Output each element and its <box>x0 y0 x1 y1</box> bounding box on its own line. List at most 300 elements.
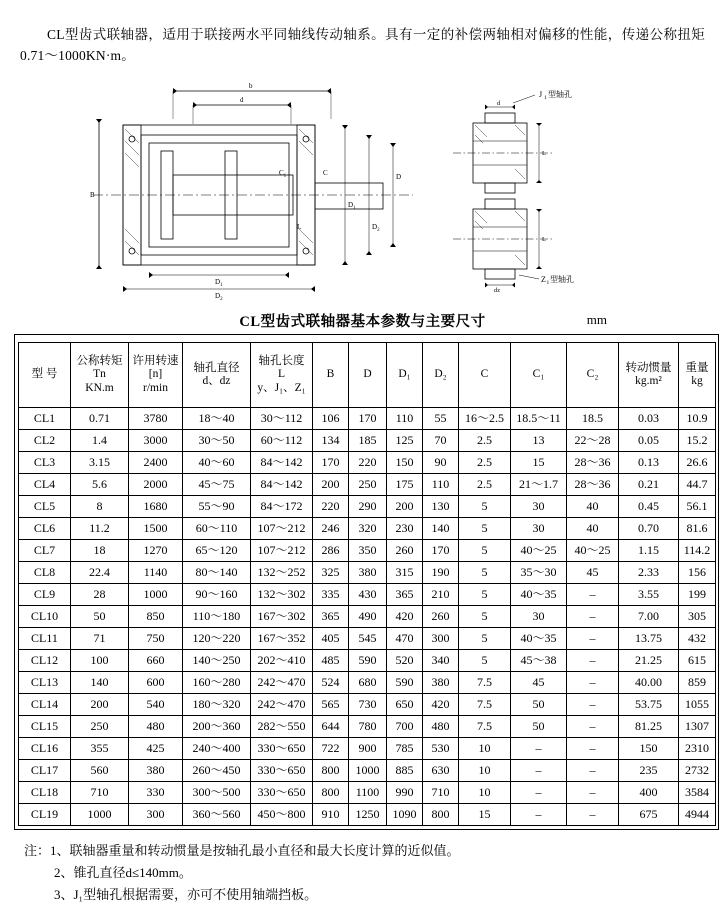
table-cell: CL16 <box>19 738 71 760</box>
table-cell: 7.00 <box>619 606 679 628</box>
table-row <box>19 782 716 804</box>
table-cell: 2400 <box>129 452 183 474</box>
table-cell: 675 <box>619 804 679 826</box>
table-cell: 18～40 <box>183 408 251 430</box>
table-cell: 5 <box>459 606 511 628</box>
table-cell: 300～500 <box>183 782 251 804</box>
table-cell: 210 <box>423 584 459 606</box>
table-cell: 2.5 <box>459 430 511 452</box>
th-C1: C₁ <box>511 343 567 408</box>
table-cell: 185 <box>349 430 387 452</box>
table-cell: 40 <box>567 518 619 540</box>
unit-label: mm <box>586 312 607 327</box>
table-row <box>19 408 716 430</box>
table-cell: 200 <box>71 694 129 716</box>
table-cell: 40～25 <box>567 540 619 562</box>
table-cell: 400 <box>619 782 679 804</box>
th-C: C <box>459 343 511 408</box>
table-cell: 250 <box>349 474 387 496</box>
table-cell: 2310 <box>679 738 716 760</box>
table-cell: 800 <box>313 760 349 782</box>
table-cell: CL11 <box>19 628 71 650</box>
table-cell: 30 <box>511 518 567 540</box>
table-cell: 900 <box>349 738 387 760</box>
svg-text:L: L <box>541 150 546 157</box>
table-cell: 10.9 <box>679 408 716 430</box>
table-cell: 355 <box>71 738 129 760</box>
note-3: 3、J₁型轴孔根据需要，亦可不使用轴端挡板。 <box>54 887 318 902</box>
table-cell: 3780 <box>129 408 183 430</box>
table-row <box>19 650 716 672</box>
table-cell: – <box>567 650 619 672</box>
table-cell: 330～650 <box>251 782 313 804</box>
page <box>0 14 725 902</box>
svg-text:D2: $D_2$ <box>214 292 223 301</box>
table-cell: 2.5 <box>459 474 511 496</box>
table-cell: 200 <box>313 474 349 496</box>
table-row <box>19 628 716 650</box>
table-cell: 710 <box>71 782 129 804</box>
table-cell: 26.6 <box>679 452 716 474</box>
table-row <box>19 562 716 584</box>
table-cell: 80～140 <box>183 562 251 584</box>
table-cell: 3.15 <box>71 452 129 474</box>
table-cell: 5 <box>459 562 511 584</box>
table-cell: 565 <box>313 694 349 716</box>
table-cell: 330 <box>129 782 183 804</box>
table-cell: 71 <box>71 628 129 650</box>
table-cell: 35～30 <box>511 562 567 584</box>
table-cell: 2.5 <box>459 452 511 474</box>
svg-text:1: 1 <box>546 280 549 286</box>
table-cell: 590 <box>387 672 423 694</box>
table-cell: 45 <box>511 672 567 694</box>
note-1: 注：1、联轴器重量和转动惯量是按轴孔最小直径和最大长度计算的近似值。 <box>24 843 460 858</box>
svg-text:B: B <box>89 191 95 199</box>
table-cell: CL3 <box>19 452 71 474</box>
table-cell: 660 <box>129 650 183 672</box>
table-cell: 160～280 <box>183 672 251 694</box>
table-cell: 5 <box>459 628 511 650</box>
table-cell: 45～38 <box>511 650 567 672</box>
table-cell: 50 <box>71 606 129 628</box>
table-cell: CL2 <box>19 430 71 452</box>
svg-text:d: d <box>239 96 243 104</box>
table-cell: 1270 <box>129 540 183 562</box>
table-cell: 11.2 <box>71 518 129 540</box>
table-cell: 114.2 <box>679 540 716 562</box>
table-cell: – <box>511 760 567 782</box>
table-cell: 134 <box>313 430 349 452</box>
table-cell: 540 <box>129 694 183 716</box>
table-cell: 5 <box>459 650 511 672</box>
table-cell: 490 <box>349 606 387 628</box>
table-cell: 7.5 <box>459 716 511 738</box>
table-row <box>19 430 716 452</box>
table-cell: 430 <box>349 584 387 606</box>
table-cell: 40～35 <box>511 584 567 606</box>
th-allowable-speed: 许用转速 [n] r/min <box>129 343 183 408</box>
table-cell: 0.71 <box>71 408 129 430</box>
table-cell: 90～160 <box>183 584 251 606</box>
table-cell: 1307 <box>679 716 716 738</box>
table-cell: 750 <box>129 628 183 650</box>
table-cell: 380 <box>129 760 183 782</box>
table-cell: 1000 <box>71 804 129 826</box>
table-cell: 420 <box>387 606 423 628</box>
table-cell: 44.7 <box>679 474 716 496</box>
table-cell: 199 <box>679 584 716 606</box>
table-cell: 450～800 <box>251 804 313 826</box>
table-cell: – <box>567 760 619 782</box>
svg-text:D2: $D_2$ <box>371 223 380 233</box>
table-cell: 730 <box>349 694 387 716</box>
table-cell: 100 <box>71 650 129 672</box>
table-cell: 644 <box>313 716 349 738</box>
table-cell: CL4 <box>19 474 71 496</box>
svg-text:dz: dz <box>493 287 500 294</box>
table-cell: CL17 <box>19 760 71 782</box>
table-cell: 45 <box>567 562 619 584</box>
svg-text:1: 1 <box>543 95 547 101</box>
table-cell: 0.05 <box>619 430 679 452</box>
table-cell: 380 <box>423 672 459 694</box>
table-cell: 365 <box>387 584 423 606</box>
table-cell: 990 <box>387 782 423 804</box>
table-cell: 1.4 <box>71 430 129 452</box>
table-cell: 250 <box>71 716 129 738</box>
table-cell: 110～180 <box>183 606 251 628</box>
table-cell: 10 <box>459 782 511 804</box>
table-cell: 260 <box>423 606 459 628</box>
table-cell: 50 <box>511 716 567 738</box>
table-cell: 140 <box>71 672 129 694</box>
table-cell: 84～172 <box>251 496 313 518</box>
table-cell: 286 <box>313 540 349 562</box>
table-cell: – <box>567 694 619 716</box>
table-cell: 156 <box>679 562 716 584</box>
table-cell: 18 <box>71 540 129 562</box>
svg-text:L: L <box>541 236 546 243</box>
table-cell: 300 <box>129 804 183 826</box>
table-cell: CL13 <box>19 672 71 694</box>
note-2: 2、锥孔直径d≤140mm。 <box>54 865 192 880</box>
table-cell: 170 <box>349 408 387 430</box>
table-row <box>19 738 716 760</box>
table-cell: 10 <box>459 760 511 782</box>
table-cell: – <box>567 804 619 826</box>
table-cell: 30～50 <box>183 430 251 452</box>
table-cell: 53.75 <box>619 694 679 716</box>
intro-paragraph: CL型齿式联轴器，适用于联接两水平同轴线传动轴系。具有一定的补偿两轴相对偏移的性能，传递公称扭矩0.71～1000KN·m。 <box>20 26 705 63</box>
table-cell: 780 <box>349 716 387 738</box>
table-cell: 81.25 <box>619 716 679 738</box>
table-cell: 600 <box>129 672 183 694</box>
table-row <box>19 760 716 782</box>
table-cell: 282～550 <box>251 716 313 738</box>
table-cell: 700 <box>387 716 423 738</box>
table-cell: – <box>511 738 567 760</box>
table-cell: 650 <box>387 694 423 716</box>
table-cell: 859 <box>679 672 716 694</box>
table-cell: 132～302 <box>251 584 313 606</box>
table-cell: 1140 <box>129 562 183 584</box>
table-cell: 10 <box>459 738 511 760</box>
table-cell: 260 <box>387 540 423 562</box>
table-cell: 246 <box>313 518 349 540</box>
table-cell: 1000 <box>349 760 387 782</box>
table-cell: 710 <box>423 782 459 804</box>
table-cell: 16～2.5 <box>459 408 511 430</box>
table-cell: 1500 <box>129 518 183 540</box>
table-cell: 56.1 <box>679 496 716 518</box>
table-cell: 615 <box>679 650 716 672</box>
table-cell: 5.6 <box>71 474 129 496</box>
table-cell: – <box>567 738 619 760</box>
table-cell: 305 <box>679 606 716 628</box>
table-cell: 0.70 <box>619 518 679 540</box>
table-cell: 120～220 <box>183 628 251 650</box>
table-cell: 260～450 <box>183 760 251 782</box>
table-cell: 365 <box>313 606 349 628</box>
table-row <box>19 518 716 540</box>
table-cell: 420 <box>423 694 459 716</box>
table-cell: 235 <box>619 760 679 782</box>
table-cell: 125 <box>387 430 423 452</box>
th-D1: D₁ <box>387 343 423 408</box>
table-cell: 167～302 <box>251 606 313 628</box>
table-cell: – <box>567 584 619 606</box>
svg-text:b: b <box>248 82 252 90</box>
table-cell: 22.4 <box>71 562 129 584</box>
table-cell: 60～112 <box>251 430 313 452</box>
table-cell: 290 <box>349 496 387 518</box>
table-cell: 325 <box>313 562 349 584</box>
table-cell: 545 <box>349 628 387 650</box>
table-cell: 107～212 <box>251 518 313 540</box>
table-cell: 1055 <box>679 694 716 716</box>
table-cell: 0.13 <box>619 452 679 474</box>
table-cell: 28 <box>71 584 129 606</box>
table-cell: 0.03 <box>619 408 679 430</box>
table-cell: 30 <box>511 606 567 628</box>
table-cell: 1090 <box>387 804 423 826</box>
table-row <box>19 694 716 716</box>
svg-text:J: J <box>538 90 542 99</box>
svg-text:型轴孔: 型轴孔 <box>547 90 572 99</box>
table-cell: CL6 <box>19 518 71 540</box>
table-cell: 81.6 <box>679 518 716 540</box>
svg-text:d: d <box>496 100 500 107</box>
table-cell: 170 <box>313 452 349 474</box>
table-cell: 55～90 <box>183 496 251 518</box>
svg-text:Z: Z <box>540 275 546 284</box>
table-body <box>19 408 716 826</box>
th-weight: 重量 kg <box>679 343 716 408</box>
svg-text:C: C <box>322 169 328 177</box>
table-cell: 70 <box>423 430 459 452</box>
th-C2: C₂ <box>567 343 619 408</box>
table-cell: 315 <box>387 562 423 584</box>
table-cell: 130 <box>423 496 459 518</box>
table-cell: 5 <box>459 584 511 606</box>
table-cell: 330～650 <box>251 760 313 782</box>
table-cell: 2.33 <box>619 562 679 584</box>
table-cell: 0.21 <box>619 474 679 496</box>
table-cell: CL19 <box>19 804 71 826</box>
coupling-drawing-svg <box>83 79 643 301</box>
table-cell: 15 <box>511 452 567 474</box>
table-cell: 84～142 <box>251 452 313 474</box>
table-cell: 1100 <box>349 782 387 804</box>
table-cell: 15 <box>459 804 511 826</box>
th-D2: D₂ <box>423 343 459 408</box>
table-cell: 242～470 <box>251 694 313 716</box>
table-cell: – <box>567 716 619 738</box>
table-cell: 50 <box>511 694 567 716</box>
table-cell: 15.2 <box>679 430 716 452</box>
th-B: B <box>313 343 349 408</box>
table-cell: 530 <box>423 738 459 760</box>
table-cell: CL5 <box>19 496 71 518</box>
table-cell: 1.15 <box>619 540 679 562</box>
table-cell: 2000 <box>129 474 183 496</box>
table-cell: 910 <box>313 804 349 826</box>
table-cell: 5 <box>459 518 511 540</box>
th-nominal-torque: 公称转矩 Tn KN.m <box>71 343 129 408</box>
table-cell: 335 <box>313 584 349 606</box>
table-cell: 1000 <box>129 584 183 606</box>
table-cell: 60～110 <box>183 518 251 540</box>
table-cell: 470 <box>387 628 423 650</box>
table-cell: 13 <box>511 430 567 452</box>
table-cell: 40.00 <box>619 672 679 694</box>
table-cell: CL18 <box>19 782 71 804</box>
svg-text:L: L <box>296 223 301 231</box>
table-cell: CL1 <box>19 408 71 430</box>
table-cell: – <box>511 804 567 826</box>
table-cell: CL12 <box>19 650 71 672</box>
table-cell: 3.55 <box>619 584 679 606</box>
table-cell: 190 <box>423 562 459 584</box>
table-cell: 110 <box>387 408 423 430</box>
table-cell: 800 <box>423 804 459 826</box>
svg-text:D: D <box>395 173 401 181</box>
table-cell: 140～250 <box>183 650 251 672</box>
table-cell: 7.5 <box>459 694 511 716</box>
table-cell: 28～36 <box>567 474 619 496</box>
table-cell: 785 <box>387 738 423 760</box>
table-cell: 0.45 <box>619 496 679 518</box>
th-model: 型 号 <box>19 343 71 408</box>
table-cell: 590 <box>349 650 387 672</box>
table-cell: 30 <box>511 496 567 518</box>
table-cell: 22～28 <box>567 430 619 452</box>
table-cell: 18.5 <box>567 408 619 430</box>
table-cell: 885 <box>387 760 423 782</box>
table-cell: 40～35 <box>511 628 567 650</box>
table-cell: 150 <box>619 738 679 760</box>
table-row <box>19 804 716 826</box>
table-cell: 107～212 <box>251 540 313 562</box>
table-cell: 106 <box>313 408 349 430</box>
table-cell: 40 <box>567 496 619 518</box>
table-cell: 5 <box>459 540 511 562</box>
table-head <box>19 343 716 408</box>
table-cell: 175 <box>387 474 423 496</box>
table-cell: 202～410 <box>251 650 313 672</box>
table-cell: 480 <box>423 716 459 738</box>
table-cell: 21～1.7 <box>511 474 567 496</box>
table-title-row <box>14 310 711 334</box>
table-cell: 800 <box>313 782 349 804</box>
table-cell: CL15 <box>19 716 71 738</box>
table-cell: 30～112 <box>251 408 313 430</box>
table-cell: 520 <box>387 650 423 672</box>
table-cell: 3000 <box>129 430 183 452</box>
table-row <box>19 606 716 628</box>
table-cell: 480 <box>129 716 183 738</box>
th-bore-length: 轴孔长度 L y、J₁、Z₁ <box>251 343 313 408</box>
table-cell: 3584 <box>679 782 716 804</box>
table-title: CL型齿式联轴器基本参数与主要尺寸 <box>239 314 486 330</box>
table-row <box>19 452 716 474</box>
table-cell: 132～252 <box>251 562 313 584</box>
table-cell: CL8 <box>19 562 71 584</box>
table-cell: CL9 <box>19 584 71 606</box>
table-cell: 180～320 <box>183 694 251 716</box>
table-cell: 220 <box>349 452 387 474</box>
table-cell: 560 <box>71 760 129 782</box>
table-cell: 380 <box>349 562 387 584</box>
table-row <box>19 474 716 496</box>
table-cell: 8 <box>71 496 129 518</box>
table-cell: 340 <box>423 650 459 672</box>
table-cell: CL7 <box>19 540 71 562</box>
table-cell: 200～360 <box>183 716 251 738</box>
table-cell: 360～560 <box>183 804 251 826</box>
table-cell: 220 <box>313 496 349 518</box>
svg-text:C1: $C_1$ <box>278 169 286 179</box>
table-cell: 425 <box>129 738 183 760</box>
table-cell: 240～400 <box>183 738 251 760</box>
table-cell: CL10 <box>19 606 71 628</box>
table-cell: 2732 <box>679 760 716 782</box>
table-cell: 7.5 <box>459 672 511 694</box>
th-inertia: 转动惯量 kg.m² <box>619 343 679 408</box>
table-cell: 65～120 <box>183 540 251 562</box>
table-cell: 230 <box>387 518 423 540</box>
table-cell: 350 <box>349 540 387 562</box>
table-cell: CL14 <box>19 694 71 716</box>
table-cell: 330～650 <box>251 738 313 760</box>
table-cell: 28～36 <box>567 452 619 474</box>
svg-text:D1: $D_1$ <box>214 278 223 288</box>
table-cell: – <box>567 606 619 628</box>
table-row <box>19 716 716 738</box>
table-cell: 850 <box>129 606 183 628</box>
table-cell: 485 <box>313 650 349 672</box>
th-D: D <box>349 343 387 408</box>
table-cell: 45～75 <box>183 474 251 496</box>
technical-drawing <box>14 79 711 304</box>
table-cell: 432 <box>679 628 716 650</box>
svg-text:型轴孔: 型轴孔 <box>549 275 574 284</box>
table-cell: 18.5～11 <box>511 408 567 430</box>
table-cell: 55 <box>423 408 459 430</box>
notes-block <box>20 840 705 906</box>
table-row <box>19 584 716 606</box>
